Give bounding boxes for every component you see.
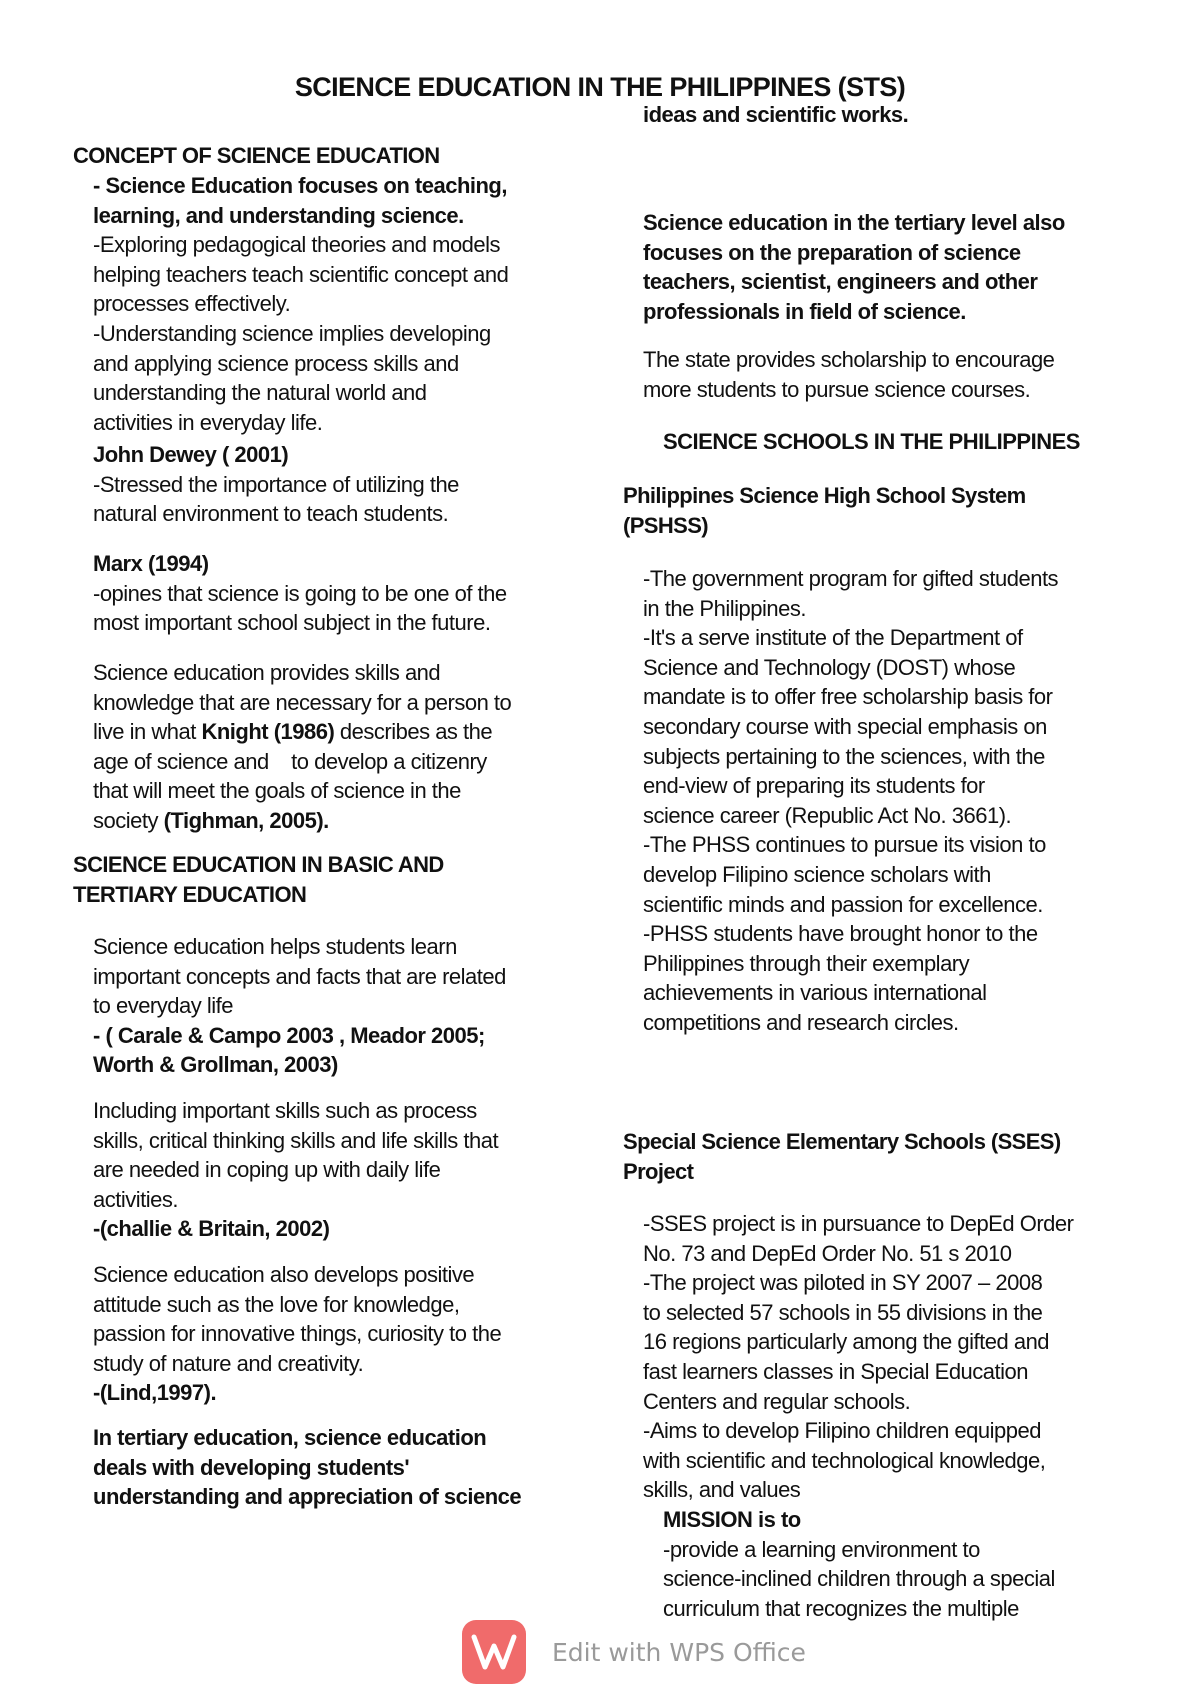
pshss-heading-line: (PSHSS) (623, 512, 709, 538)
mission-line: science-inclined children through a special (663, 1566, 1055, 1592)
sses-line: Centers and regular schools. (643, 1388, 911, 1414)
concept-line: helping teachers teach scientific concept and (93, 261, 509, 287)
dewey-line: natural environment to teach students. (93, 501, 449, 527)
attitude-line: Science education also develops positive (93, 1262, 475, 1287)
knight-line: Science education provides skills and (93, 660, 441, 685)
sses-line: to selected 57 schools in 55 divisions in the (643, 1299, 1043, 1325)
concept-line: and applying science process skills and (93, 350, 459, 376)
sses-heading-line: Special Science Elementary Schools (SSES) (623, 1129, 1061, 1154)
continued-line: ideas and scientific works. (643, 102, 909, 127)
attitude-citation: -(Lind,1997). (93, 1380, 217, 1406)
knight-line: knowledge that are necessary for a person to (93, 689, 512, 715)
skills-line: Including important skills such as process (93, 1098, 477, 1123)
concept-line: -Exploring pedagogical theories and models (93, 232, 501, 258)
concept-line: -Understanding science implies developing (93, 320, 491, 346)
basic-heading-line: SCIENCE EDUCATION IN BASIC AND (73, 852, 444, 877)
pshss-line: -The PHSS continues to pursue its vision to (643, 832, 1046, 858)
dewey-line: -Stressed the importance of utilizing the (93, 471, 459, 497)
pshss-line: Philippines through their exemplary (643, 950, 970, 976)
skills-paragraph (73, 1096, 613, 1244)
pshss-line: subjects pertaining to the sciences, with the (643, 743, 1045, 769)
marx-name: Marx (1994) (93, 551, 209, 576)
attitude-line: passion for innovative things, curiosity to the (93, 1321, 502, 1347)
concept-line: processes effectively. (93, 291, 291, 317)
concept-line: - Science Education focuses on teaching, (93, 173, 507, 198)
marx-line: -opines that science is going to be one of the (93, 580, 507, 606)
pshss-line: achievements in various international (643, 980, 987, 1006)
pshss-heading (623, 481, 1143, 540)
tighman-pre: society (93, 807, 164, 833)
marx-block (73, 549, 613, 638)
pshss-line: Science and Technology (DOST) whose (643, 654, 1016, 680)
preparation-line: teachers, scientist, engineers and other (643, 269, 1038, 295)
scholarship-paragraph (623, 345, 1163, 404)
sses-heading (623, 1127, 1143, 1186)
pshss-line: mandate is to offer free scholarship basis for (643, 684, 1053, 710)
tighman-citation: (Tighman, 2005). (163, 807, 329, 833)
basic-heading-line: TERTIARY EDUCATION (73, 881, 307, 907)
tertiary-line: In tertiary education, science education (93, 1425, 487, 1450)
pshss-line: -It's a serve institute of the Department of (643, 625, 1023, 651)
sses-heading-line: Project (623, 1158, 694, 1184)
page-title: SCIENCE EDUCATION IN THE PHILIPPINES (STS) (294, 72, 906, 102)
pshss-line: scientific minds and passion for excellence. (643, 891, 1043, 917)
sses-line: -SSES project is in pursuance to DepEd Order (643, 1211, 1074, 1236)
schools-heading: SCIENCE SCHOOLS IN THE PHILIPPINES (663, 429, 1080, 454)
skills-line: skills, critical thinking skills and life skills that (93, 1127, 499, 1153)
sses-paragraph (623, 1209, 1163, 1505)
knight-line (93, 717, 613, 747)
sses-line: with scientific and technological knowledge, (643, 1447, 1046, 1473)
helps-line: Science education helps students learn (93, 934, 457, 959)
concept-heading: CONCEPT OF SCIENCE EDUCATION (73, 143, 440, 168)
preparation-line: focuses on the preparation of science (643, 239, 1021, 265)
skills-line: activities. (93, 1186, 178, 1212)
concept-line: learning, and understanding science. (93, 202, 464, 228)
pshss-line: science career (Republic Act No. 3661). (643, 802, 1012, 828)
helps-line: to everyday life (93, 993, 233, 1019)
wps-watermark[interactable] (462, 1620, 806, 1684)
helps-paragraph (73, 932, 613, 1080)
concept-line: activities in everyday life. (93, 409, 323, 435)
preparation-paragraph (623, 208, 1163, 326)
pshss-line: end-view of preparing its students for (643, 773, 985, 799)
sses-line: No. 73 and DepEd Order No. 51 s 2010 (643, 1240, 1012, 1266)
sses-line: -Aims to develop Filipino children equipped (643, 1418, 1041, 1444)
knight-line: that will meet the goals of science in the (93, 778, 461, 804)
dewey-block (73, 440, 613, 529)
concept-line: understanding the natural world and (93, 380, 427, 406)
preparation-line: professionals in field of science. (643, 298, 966, 324)
pshss-heading-line: Philippines Science High School System (623, 483, 1026, 508)
attitude-paragraph (73, 1260, 613, 1408)
pshss-line: develop Filipino science scholars with (643, 861, 991, 887)
knight-line: age of science and to develop a citizenry (93, 748, 487, 774)
sses-line: fast learners classes in Special Education (643, 1358, 1028, 1384)
mission-line: -provide a learning environment to (663, 1536, 980, 1562)
skills-citation: -(challie & Britain, 2002) (93, 1216, 330, 1242)
pshss-line: in the Philippines. (643, 595, 806, 621)
helps-citation: Worth & Grollman, 2003) (93, 1052, 338, 1078)
helps-citation: - ( Carale & Campo 2003 , Meador 2005; (93, 1022, 485, 1048)
preparation-line: Science education in the tertiary level also (643, 210, 1065, 235)
mission-label: MISSION is to (663, 1507, 801, 1532)
skills-line: are needed in coping up with daily life (93, 1157, 441, 1183)
tertiary-line: understanding and appreciation of science (93, 1484, 522, 1510)
pshss-line: -PHSS students have brought honor to the (643, 921, 1038, 947)
mission-block (623, 1505, 1183, 1623)
sses-line: -The project was piloted in SY 2007 – 2008 (643, 1270, 1043, 1296)
attitude-line: attitude such as the love for knowledge, (93, 1291, 460, 1317)
marx-line: most important school subject in the future. (93, 610, 491, 636)
sses-line: 16 regions particularly among the gifted and (643, 1329, 1050, 1355)
scholarship-line: The state provides scholarship to encourage (643, 347, 1055, 372)
watermark-text: Edit with WPS Office (552, 1637, 806, 1667)
basic-tertiary-heading (73, 850, 593, 909)
knight-line (93, 806, 613, 836)
helps-line: important concepts and facts that are related (93, 963, 506, 989)
mission-line: curriculum that recognizes the multiple (663, 1595, 1019, 1621)
pshss-line: secondary course with special emphasis on (643, 713, 1047, 739)
dewey-name: John Dewey ( 2001) (93, 442, 289, 467)
pshss-paragraph (623, 564, 1163, 1038)
wps-office-logo-icon (462, 1620, 526, 1684)
scholarship-line: more students to pursue science courses. (643, 376, 1031, 402)
concept-paragraph (73, 171, 613, 437)
knight-line-post: describes as the (334, 719, 493, 745)
knight-citation: Knight (1986) (201, 719, 335, 745)
sses-line: skills, and values (643, 1477, 801, 1503)
knight-paragraph (73, 658, 613, 836)
pshss-line: competitions and research circles. (643, 1009, 959, 1035)
attitude-line: study of nature and creativity. (93, 1350, 364, 1376)
pshss-line: -The government program for gifted students (643, 566, 1059, 591)
tertiary-paragraph (73, 1423, 613, 1512)
tertiary-line: deals with developing students' (93, 1454, 410, 1480)
knight-line-pre: live in what (93, 719, 202, 745)
